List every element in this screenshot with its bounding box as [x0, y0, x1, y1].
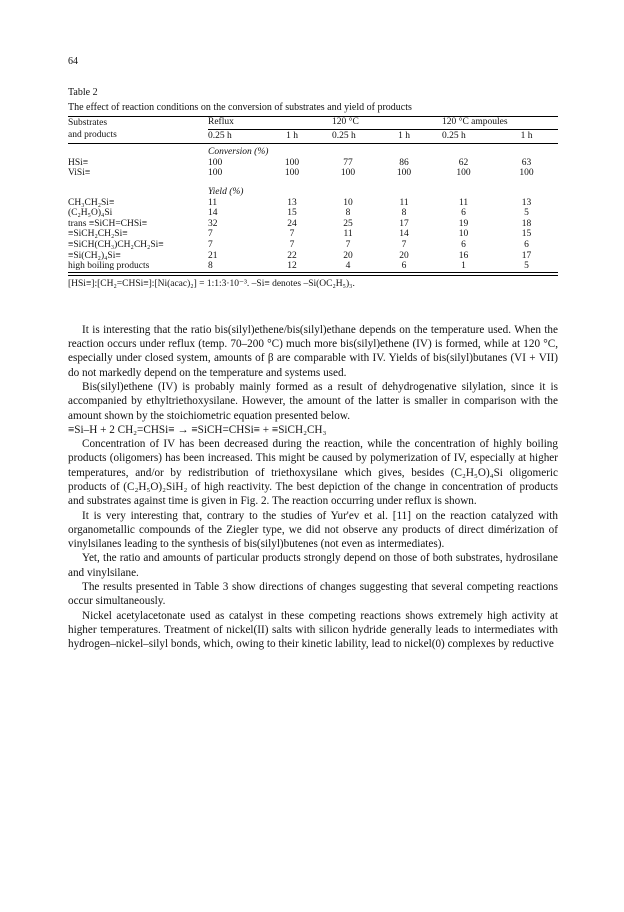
table-row — [68, 261, 558, 272]
table-row — [68, 198, 558, 209]
table-cell: 100 — [340, 168, 356, 179]
table-cell: 10 — [343, 197, 353, 208]
subcol-header: 0.25 h — [320, 130, 376, 144]
subcol-header: 1 h — [264, 130, 320, 144]
body-text — [68, 323, 558, 652]
row-label: high boiling products — [68, 261, 208, 272]
row-label: HSi≡ — [68, 157, 89, 168]
paragraph: Bis(silyl)ethene (IV) is probably mainly formed as a result of dehydrogenative silylation, since it is accompanied by ethyltriethoxysilane. However, the amount of the latter is smaller in comparison with the amount shown by the stoichiometric equation presented below. — [68, 380, 558, 422]
table-cell: 100 — [284, 157, 300, 168]
page — [68, 56, 558, 652]
table-cell: 6 — [461, 208, 466, 219]
row-label: trans ≡SiCH=CHSi≡ — [68, 218, 148, 229]
paragraph: Nickel acetylacetonate used as catalyst in these competing reactions shows extremely high activity at higher temperatures. Treatment of nickel(II) salts with silicon hydride generally leads to intermediates with hydrogen–nickel–silyl bonds, which, owing to their kinetic lability, lead to nickel(0) complexes by reductive — [68, 609, 558, 651]
table-cell: 4 — [320, 261, 376, 272]
equation: ≡Si–H + 2 CH₂=CHSi≡ → ≡SiCH=CHSi≡ + ≡SiCH₂CH₃ — [68, 423, 327, 436]
table-cell: 63 — [521, 157, 532, 168]
table-cell: 10 — [458, 229, 469, 240]
table-cell: 100 — [396, 168, 412, 179]
paragraph: Yet, the ratio and amounts of particular products strongly depend on those of both substrates, hydrosilane and vinylsilane. — [68, 552, 558, 579]
subcol-header: 1 h — [376, 130, 432, 144]
paragraph: Concentration of IV has been decreased during the reaction, while the concentration of highly boiling products (oligomers) has been increased. This might be caused by polymerization of IV, especially at higher temperatures, and/or by redistribution of triethoxysilane which gives, besides (C₂H₅O)₄Si oligomeric products of (C₂H₅O)₂SiH₂ of high reactivity. The best depiction of the change in concentration of products and substrates against time is given in Fig. 2. The reaction occurring under reflux is shown. — [68, 438, 558, 508]
table-cell: 14 — [208, 208, 218, 219]
table-cell: 15 — [521, 229, 532, 240]
table-label: Table 2 — [68, 87, 98, 98]
table-caption: The effect of reaction conditions on the conversion of substrates and yield of products — [68, 102, 412, 113]
table-cell: 17 — [399, 218, 409, 229]
section-yield: Yield (%) — [208, 186, 244, 197]
table-footnote: [HSi≡]:[CH₂=CHSi≡]:[Ni(acac)₂] = 1:1:3·10⁻³. –Si≡ denotes –Si(OC₂H₅)₃. — [68, 275, 558, 289]
table-cell: 100 — [519, 168, 534, 179]
table-cell: 25 — [343, 218, 353, 229]
table-cell: 13 — [287, 197, 297, 208]
table-cell: 8 — [208, 261, 264, 272]
table-cell: 11 — [343, 229, 353, 240]
subcol-header: 0.25 h — [432, 130, 495, 144]
table-row — [68, 229, 558, 240]
paragraph: The results presented in Table 3 show directions of changes suggesting that several competing reactions occur simultaneously. — [68, 581, 558, 608]
row-label: (C₂H₅O)₄Si — [68, 208, 113, 219]
table-row — [68, 158, 558, 169]
table-cell: 15 — [287, 208, 297, 219]
table-cell: 11 — [208, 197, 218, 208]
table-cell: 7 — [289, 239, 295, 250]
table-cell: 22 — [287, 250, 297, 261]
table-cell: 6 — [461, 239, 466, 250]
table-cell: 14 — [399, 229, 409, 240]
subcol-header: 0.25 h — [208, 130, 264, 144]
paragraph: It is interesting that the ratio bis(silyl)ethene/bis(silyl)ethane depends on the temperature used. When the reaction occurs under reflux (temp. 70–200 °C) much more bis(silyl)ethene (IV) is formed, while at 120 °C, especially under closed system, amounts of β are comparable with IV. Yields of bis(silyl)butanes (VI + VII) do not markedly depend on the temperature and systems used. — [68, 323, 558, 379]
table-row — [68, 240, 558, 251]
table-cell: 18 — [521, 218, 532, 229]
table-row — [68, 219, 558, 230]
table-cell: 5 — [524, 208, 529, 219]
table-cell: 6 — [376, 261, 432, 272]
table-cell: 13 — [521, 197, 532, 208]
paragraph: It is very interesting that, contrary to the studies of Yur'ev et al. [11] on the reaction catalyzed with organometallic compounds of the Ziegler type, we did not observe any products of direct dimérization of vinylsilanes leading to the synthesis of bis(silyl)butenes (not even as intermediates). — [68, 509, 558, 551]
table-cell: 77 — [343, 157, 353, 168]
table-row — [68, 168, 558, 179]
table-cell: 7 — [208, 239, 213, 250]
page-number: 64 — [68, 56, 78, 67]
table-cell: 100 — [208, 157, 223, 168]
table-cell: 6 — [524, 239, 529, 250]
table-cell: 8 — [345, 208, 351, 219]
table-cell: 24 — [287, 218, 297, 229]
table-cell: 20 — [343, 250, 353, 261]
table-row — [68, 251, 558, 262]
row-label: ViSi≡ — [68, 168, 91, 179]
table-cell: 16 — [458, 250, 469, 261]
group-header-ampoules: 120 °C ampoules — [432, 117, 558, 130]
table-cell: 11 — [458, 197, 469, 208]
group-header-reflux: Reflux — [208, 117, 320, 130]
table-cell: 11 — [399, 197, 409, 208]
table-cell: 19 — [458, 218, 469, 229]
table-cell: 1 — [432, 261, 495, 272]
table-cell: 32 — [208, 218, 218, 229]
table-cell: 7 — [345, 239, 351, 250]
row-label: ≡Si(CH₂)₄Si≡ — [68, 250, 121, 261]
table-cell: 7 — [208, 229, 213, 240]
table-cell: 21 — [208, 250, 218, 261]
section-conversion: Conversion (%) — [208, 147, 269, 158]
table-cell: 86 — [399, 157, 409, 168]
table-cell: 100 — [284, 168, 300, 179]
table-cell: 20 — [399, 250, 409, 261]
header-products: and products — [68, 130, 208, 144]
table-cell: 100 — [456, 168, 471, 179]
row-label: ≡SiCH₂CH₂Si≡ — [68, 229, 128, 240]
table-cell: 100 — [208, 168, 223, 179]
table-cell: 8 — [401, 208, 407, 219]
row-label: CH₃CH₂Si≡ — [68, 197, 115, 208]
row-label: ≡SiCH(CH₃)CH₂CH₂Si≡ — [68, 239, 164, 250]
table-cell: 7 — [289, 229, 295, 240]
header-substrates: Substrates — [68, 117, 208, 130]
table-cell: 5 — [495, 261, 558, 272]
data-table — [68, 116, 558, 273]
group-header-120c: 120 °C — [320, 117, 432, 130]
table-cell: 7 — [401, 239, 407, 250]
table-row — [68, 208, 558, 219]
subcol-header: 1 h — [495, 130, 558, 144]
table-cell: 12 — [264, 261, 320, 272]
table-cell: 62 — [458, 157, 469, 168]
table-cell: 17 — [521, 250, 532, 261]
